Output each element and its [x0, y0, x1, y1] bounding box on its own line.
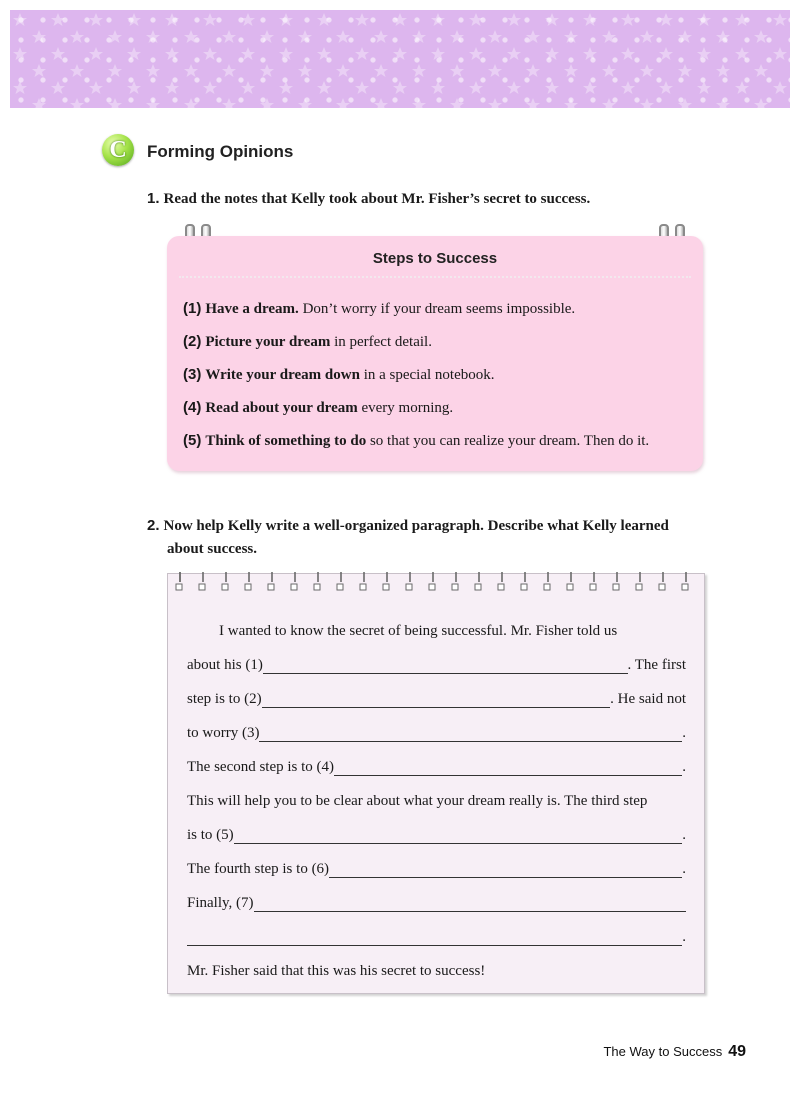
paragraph-line: .: [187, 916, 686, 950]
steps-list: [183, 298, 649, 463]
page-footer: [603, 1043, 746, 1061]
paragraph-line: Mr. Fisher said that this was his secret to success!: [187, 963, 486, 979]
blank-5-input[interactable]: [234, 826, 683, 844]
footer-title: The Way to Success: [603, 1044, 723, 1059]
paragraph-line: step is to (2) . He said not: [187, 691, 686, 707]
question-2-text-line2: about success.: [167, 541, 258, 557]
question-1-number: 1.: [147, 190, 160, 207]
blank-7-continuation-input[interactable]: [187, 928, 682, 946]
step-item: (4) Read about your dream every morning.: [183, 399, 454, 416]
paragraph-line: about his (1) . The first: [187, 657, 686, 673]
notes-divider: [179, 276, 691, 278]
paragraph-line: The second step is to (4) .: [187, 759, 686, 775]
question-2-text-line1: Now help Kelly write a well-organized paragraph. Describe what Kelly learned: [163, 518, 669, 534]
paragraph-line: to worry (3) .: [187, 725, 686, 741]
blank-3-input[interactable]: [259, 724, 682, 742]
paragraph-line: Finally, (7): [187, 882, 686, 916]
paragraph-line: This will help you to be clear about what your dream really is. The third step: [187, 793, 648, 809]
notes-title: Steps to Success: [372, 250, 498, 267]
question-1-text: Read the notes that Kelly took about Mr. Fisher’s secret to success.: [163, 191, 591, 207]
spiral-binding-icon: [168, 570, 704, 594]
blank-4-input[interactable]: [334, 758, 682, 776]
question-2-number: 2.: [147, 517, 160, 534]
step-item: (3) Write your dream down in a special notebook.: [183, 366, 495, 383]
paragraph: [187, 610, 686, 984]
step-item: (5) Think of something to do so that you can realize your dream. Then do it.: [183, 432, 650, 449]
header-banner: [10, 10, 790, 108]
step-item: (2) Picture your dream in perfect detail.: [183, 333, 432, 350]
page-number: 49: [728, 1043, 746, 1060]
question-1: [147, 187, 590, 211]
paragraph-line: The fourth step is to (6) .: [187, 861, 686, 877]
star-pattern: [10, 10, 790, 108]
section-badge-icon: C: [102, 134, 134, 166]
blank-2-input[interactable]: [262, 690, 611, 708]
notes-card: [167, 236, 703, 471]
section-title: Forming Opinions: [147, 142, 294, 161]
step-item: (1) Have a dream. Don’t worry if your dream seems impossible.: [183, 300, 576, 317]
blank-1-input[interactable]: [263, 656, 628, 674]
writing-paper: [167, 573, 705, 994]
paragraph-line: I wanted to know the secret of being successful. Mr. Fisher told us: [219, 623, 618, 639]
paragraph-line: is to (5) .: [187, 827, 686, 843]
blank-7-input[interactable]: [254, 894, 686, 912]
question-2: [147, 514, 704, 561]
blank-6-input[interactable]: [329, 860, 682, 878]
